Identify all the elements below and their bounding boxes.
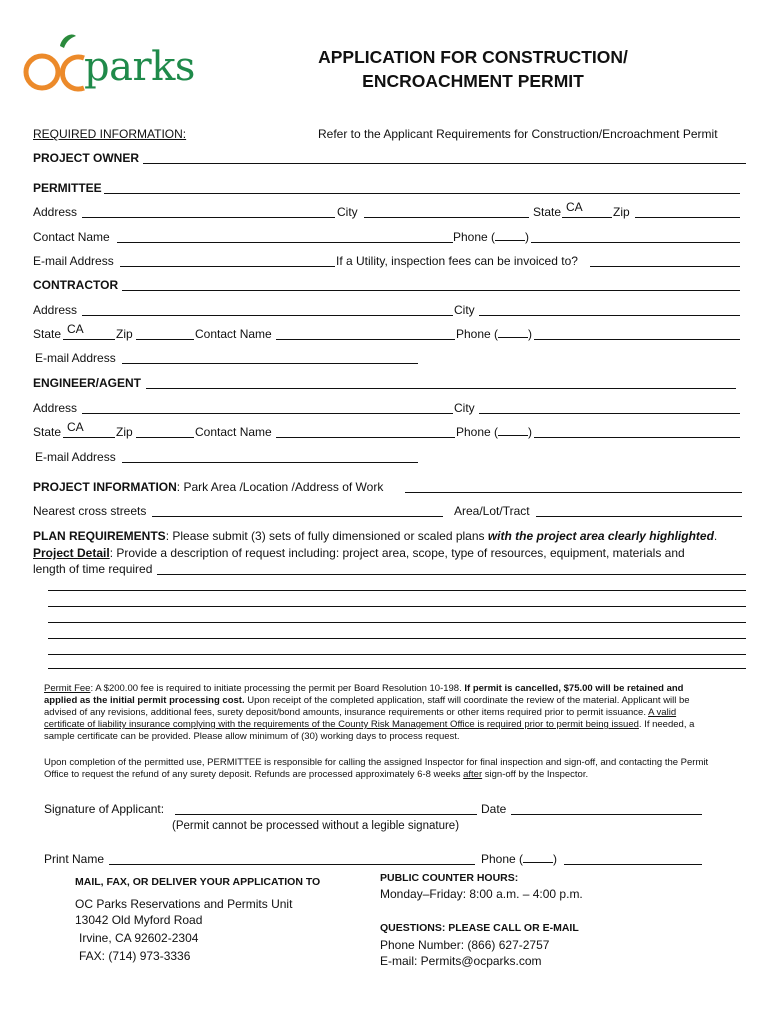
- permittee-zip-label: Zip: [613, 205, 630, 219]
- contractor-phone-paren: ( ): [494, 327, 532, 341]
- print-phone-paren: ( ): [519, 852, 557, 866]
- engineer-phone-field[interactable]: [534, 437, 740, 438]
- signature-label: Signature of Applicant:: [44, 802, 165, 816]
- ocparks-logo: [22, 32, 262, 104]
- contractor-zip-field[interactable]: [136, 339, 194, 340]
- fee-underline3: A valid: [648, 707, 677, 718]
- engineer-address-label: Address: [33, 401, 78, 415]
- cross-streets-label: Nearest cross streets: [33, 504, 147, 518]
- permittee-state-value[interactable]: CA: [566, 200, 583, 214]
- permittee-zip-field[interactable]: [635, 217, 740, 218]
- contractor-phone-field[interactable]: [534, 339, 740, 340]
- required-info-label: REQUIRED INFORMATION:: [33, 127, 187, 141]
- fee-text1: : A $200.00 fee is required to initiate processing the permit per Board Resolution 10-198.: [90, 683, 465, 694]
- engineer-contact-field[interactable]: [276, 437, 455, 438]
- area-lot-field[interactable]: [536, 516, 742, 517]
- permittee-state-label: State: [533, 205, 562, 219]
- fee-text3: advised of any revisions, additional fees, surety deposit/bond amounts, insurance requirements or other items required prior to permit issuance.: [44, 707, 649, 718]
- permittee-contact-field[interactable]: [117, 242, 453, 243]
- contractor-contact-label: Contact Name: [195, 327, 272, 341]
- project-detail-field[interactable]: [157, 574, 746, 575]
- mail-heading: MAIL, FAX, OR DELIVER YOUR APPLICATION TO: [75, 876, 321, 888]
- permittee-phone-field[interactable]: [531, 242, 740, 243]
- date-label: Date: [481, 802, 507, 816]
- form-title-line1: APPLICATION FOR CONSTRUCTION/: [318, 47, 628, 67]
- permittee-phone-label: Phone: [453, 230, 488, 244]
- permittee-address-label: Address: [33, 205, 78, 219]
- permittee-field[interactable]: [104, 193, 740, 194]
- project-owner-label: PROJECT OWNER: [33, 151, 140, 165]
- print-name-field[interactable]: [109, 864, 475, 865]
- print-phone-label: Phone: [481, 852, 516, 866]
- completion-line2: [44, 769, 588, 780]
- signature-field[interactable]: [175, 814, 477, 815]
- project-detail-line[interactable]: [48, 622, 746, 623]
- project-detail-line[interactable]: [48, 638, 746, 639]
- fee-underline4: certificate of liability insurance complying with the requirements of the County Risk Management Office is required prior to permit being issued: [44, 719, 639, 730]
- permittee-email-label: E-mail Address: [33, 254, 114, 268]
- engineer-zip-field[interactable]: [136, 437, 194, 438]
- engineer-zip-label: Zip: [116, 425, 133, 439]
- permittee-utility-field[interactable]: [590, 266, 740, 267]
- engineer-contact-label: Contact Name: [195, 425, 272, 439]
- permittee-city-field[interactable]: [364, 217, 529, 218]
- contractor-state-label: State: [33, 327, 62, 341]
- fee-bold1: If permit is cancelled, $75.00 will be retained and: [464, 683, 684, 694]
- contractor-state-field[interactable]: [63, 339, 115, 340]
- project-owner-field[interactable]: [143, 163, 746, 164]
- completion-underline: after: [463, 769, 483, 780]
- fee-line1: [44, 683, 684, 694]
- project-detail-label: Project Detail: [33, 546, 110, 560]
- engineer-email-label: E-mail Address: [35, 450, 116, 464]
- plan-requirements-emphasis: with the project area clearly highlighted: [487, 529, 714, 543]
- fee-label: Permit Fee: [44, 683, 91, 694]
- contractor-email-label: E-mail Address: [35, 351, 116, 365]
- fee-line2: [44, 695, 690, 706]
- contractor-field[interactable]: [122, 290, 740, 291]
- logo-text: parks: [84, 44, 195, 90]
- contractor-city-label: City: [454, 303, 475, 317]
- hours-text: Monday–Friday: 8:00 a.m. – 4:00 p.m.: [380, 887, 583, 901]
- contractor-contact-field[interactable]: [276, 339, 455, 340]
- contractor-address-label: Address: [33, 303, 78, 317]
- questions-email[interactable]: E-mail: Permits@ocparks.com: [380, 954, 542, 968]
- permittee-utility-label: If a Utility, inspection fees can be invoiced to?: [336, 254, 578, 268]
- engineer-phone-paren: ( ): [494, 425, 532, 439]
- project-info-text: : Park Area /Location /Address of Work: [176, 480, 384, 494]
- form-title-line2: ENCROACHMENT PERMIT: [362, 71, 584, 91]
- project-detail-line[interactable]: [48, 668, 746, 669]
- engineer-city-label: City: [454, 401, 475, 415]
- fee-text4: . If needed, a: [638, 719, 695, 730]
- engineer-state-value[interactable]: CA: [67, 420, 84, 434]
- hours-heading: PUBLIC COUNTER HOURS:: [380, 872, 519, 884]
- signature-note: (Permit cannot be processed without a legible signature): [172, 820, 460, 832]
- mail-line2: 13042 Old Myford Road: [75, 913, 203, 927]
- refer-text: Refer to the Applicant Requirements for Construction/Encroachment Permit: [318, 127, 718, 141]
- engineer-city-field[interactable]: [479, 413, 740, 414]
- permittee-heading: PERMITTEE: [33, 181, 102, 195]
- contractor-state-value[interactable]: CA: [67, 322, 84, 336]
- contractor-city-field[interactable]: [479, 315, 740, 316]
- plan-requirements-row: [33, 529, 717, 543]
- questions-phone: Phone Number: (866) 627-2757: [380, 938, 550, 952]
- project-info-field[interactable]: [405, 492, 742, 493]
- mail-line4: FAX: (714) 973-3336: [79, 949, 191, 963]
- engineer-state-field[interactable]: [63, 437, 115, 438]
- contractor-phone-label: Phone: [456, 327, 491, 341]
- questions-heading: QUESTIONS: PLEASE CALL OR E-MAIL: [380, 922, 579, 934]
- fee-text2: Upon receipt of the completed application, staff will coordinate the review of the material. Applicant will be: [244, 695, 690, 706]
- project-info-label: PROJECT INFORMATION: [33, 480, 177, 494]
- fee-line5: sample certificate can be provided. Please allow minimum of (30) working days to process request.: [44, 731, 460, 742]
- permittee-address-field[interactable]: [82, 217, 335, 218]
- completion-line1: Upon completion of the permitted use, PERMITTEE is responsible for calling the assigned Inspector for final inspection and sign-off, and contacting the Permit: [44, 757, 709, 768]
- engineer-email-field[interactable]: [122, 462, 418, 463]
- permittee-state-field[interactable]: [562, 217, 612, 218]
- fee-bold2: applied as the initial permit processing cost.: [44, 695, 245, 706]
- permittee-email-field[interactable]: [120, 266, 335, 267]
- contractor-email-field[interactable]: [122, 363, 418, 364]
- permittee-phone-paren: ( ): [491, 230, 529, 244]
- completion-text2b: sign-off by the Inspector.: [482, 769, 589, 780]
- engineer-field[interactable]: [146, 388, 736, 389]
- print-name-label: Print Name: [44, 852, 105, 866]
- contractor-zip-label: Zip: [116, 327, 133, 341]
- fee-line3: [44, 707, 676, 718]
- project-detail-row: [33, 546, 685, 560]
- project-detail-line[interactable]: [48, 606, 746, 607]
- permittee-contact-label: Contact Name: [33, 230, 110, 244]
- permittee-city-label: City: [337, 205, 358, 219]
- print-phone-field[interactable]: [564, 864, 702, 865]
- project-detail-line2: length of time required: [33, 562, 153, 576]
- contractor-address-field[interactable]: [82, 315, 453, 316]
- date-field[interactable]: [511, 814, 702, 815]
- engineer-address-field[interactable]: [82, 413, 453, 414]
- engineer-state-label: State: [33, 425, 62, 439]
- mail-line3: Irvine, CA 92602-2304: [79, 931, 199, 945]
- project-detail-line[interactable]: [48, 654, 746, 655]
- cross-streets-field[interactable]: [152, 516, 443, 517]
- project-detail-line[interactable]: [48, 590, 746, 591]
- contractor-heading: CONTRACTOR: [33, 278, 119, 292]
- fee-line4: [44, 719, 694, 730]
- area-lot-label: Area/Lot/Tract: [454, 504, 530, 518]
- engineer-phone-label: Phone: [456, 425, 491, 439]
- project-detail-text: : Provide a description of request including: project area, scope, type of resources, equipment, materials and: [109, 546, 685, 560]
- plan-requirements-end: .: [713, 529, 718, 543]
- mail-line1: OC Parks Reservations and Permits Unit: [75, 897, 293, 911]
- plan-requirements-text: : Please submit (3) sets of fully dimensioned or scaled plans: [165, 529, 488, 543]
- plan-requirements-label: PLAN REQUIREMENTS: [33, 529, 166, 543]
- project-info-row: [33, 480, 383, 494]
- engineer-heading: ENGINEER/AGENT: [33, 376, 142, 390]
- completion-text2a: Office to request the refund of any surety deposit. Refunds are processed approximately 6-8 weeks: [44, 769, 464, 780]
